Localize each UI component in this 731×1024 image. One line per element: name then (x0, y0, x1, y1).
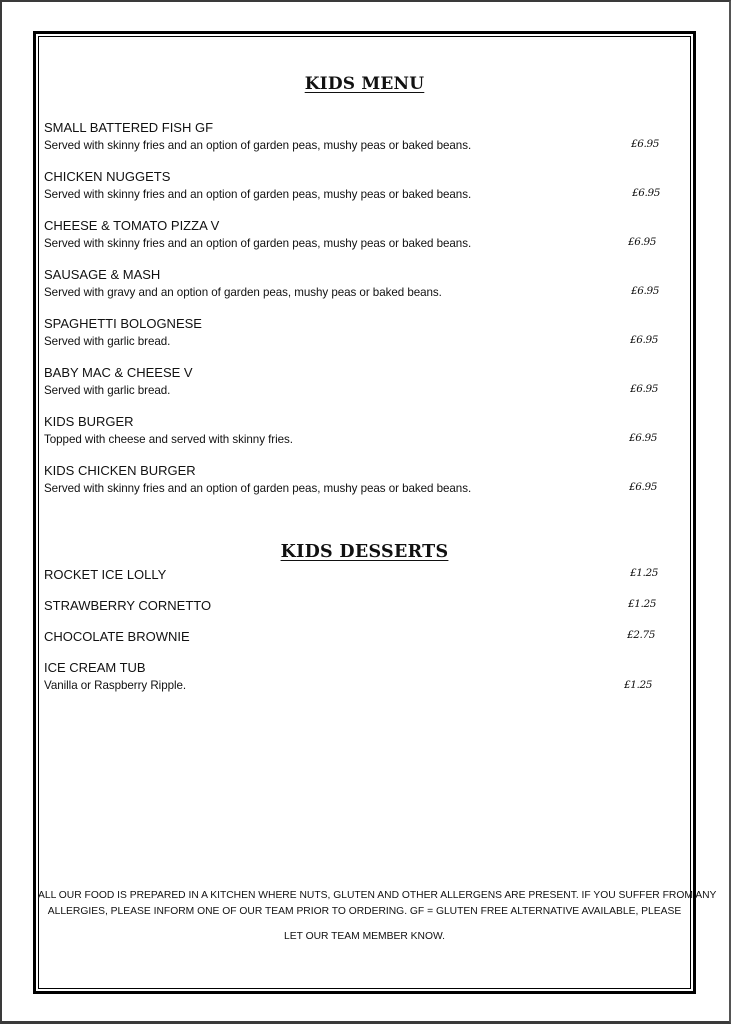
menu-item-name: KIDS CHICKEN BURGER (44, 463, 196, 478)
allergen-notice-line-3: LET OUR TEAM MEMBER KNOW. (284, 931, 445, 942)
menu-item-price: £6.95 (630, 334, 659, 346)
menu-item (44, 168, 684, 203)
menu-item (44, 462, 684, 497)
menu-item-name: KIDS BURGER (44, 414, 134, 429)
dessert-item (44, 628, 684, 645)
menu-item (44, 364, 684, 399)
menu-item-price: £6.95 (631, 285, 660, 297)
kids-desserts-title: KIDS DESSERTS (280, 542, 449, 562)
menu-item (44, 413, 684, 448)
menu-item-name: CHEESE & TOMATO PIZZA V (44, 218, 220, 233)
dessert-item-name: ROCKET ICE LOLLY (44, 567, 167, 582)
dessert-item-price: £2.75 (627, 629, 656, 641)
menu-item-price: £6.95 (628, 236, 657, 248)
menu-item-name: SMALL BATTERED FISH GF (44, 120, 214, 135)
menu-item-description: Served with garlic bread. (44, 384, 171, 397)
dessert-item-name: ICE CREAM TUB (44, 660, 146, 675)
dessert-item (44, 566, 684, 583)
menu-item-name: SPAGHETTI BOLOGNESE (44, 316, 202, 331)
allergen-notice-line-2: ALLERGIES, PLEASE INFORM ONE OF OUR TEAM PRIOR TO ORDERING. GF = GLUTEN FREE ALTERNATIVE AVAILABLE, PLEASE (47, 906, 682, 917)
menu-item-description: Served with garlic bread. (44, 335, 171, 348)
dessert-item-name: CHOCOLATE BROWNIE (44, 629, 190, 644)
allergen-notice-line-1: ALL OUR FOOD IS PREPARED IN A KITCHEN WHERE NUTS, GLUTEN AND OTHER ALLERGENS ARE PRESENT. IF YOU SUFFER FROM ANY (38, 890, 717, 901)
menu-item-price: £6.95 (631, 138, 660, 150)
menu-item (44, 266, 684, 301)
menu-item-description: Served with skinny fries and an option of garden peas, mushy peas or baked beans. (44, 237, 472, 250)
dessert-item-price: £1.25 (628, 598, 657, 610)
menu-item-name: BABY MAC & CHEESE V (44, 365, 193, 380)
dessert-item (44, 597, 684, 614)
menu-item-description: Served with skinny fries and an option of garden peas, mushy peas or baked beans. (44, 139, 472, 152)
dessert-item-description: Vanilla or Raspberry Ripple. (44, 679, 187, 692)
dessert-item (44, 659, 684, 694)
menu-item-description: Topped with cheese and served with skinny fries. (44, 433, 293, 446)
menu-item (44, 315, 684, 350)
menu-item (44, 119, 684, 154)
menu-item-name: SAUSAGE & MASH (44, 267, 161, 282)
menu-item-price: £6.95 (629, 432, 658, 444)
dessert-item-price: £1.25 (624, 679, 653, 691)
menu-item-price: £6.95 (632, 187, 661, 199)
dessert-item-name: STRAWBERRY CORNETTO (44, 598, 212, 613)
kids-menu-title: KIDS MENU (304, 74, 425, 94)
menu-item-description: Served with gravy and an option of garden peas, mushy peas or baked beans. (44, 286, 442, 299)
menu-item-price: £6.95 (630, 383, 659, 395)
menu-item (44, 217, 684, 252)
menu-item-description: Served with skinny fries and an option of garden peas, mushy peas or baked beans. (44, 482, 472, 495)
menu-item-name: CHICKEN NUGGETS (44, 169, 171, 184)
dessert-item-price: £1.25 (630, 567, 659, 579)
menu-item-description: Served with skinny fries and an option of garden peas, mushy peas or baked beans. (44, 188, 472, 201)
menu-item-price: £6.95 (629, 481, 658, 493)
